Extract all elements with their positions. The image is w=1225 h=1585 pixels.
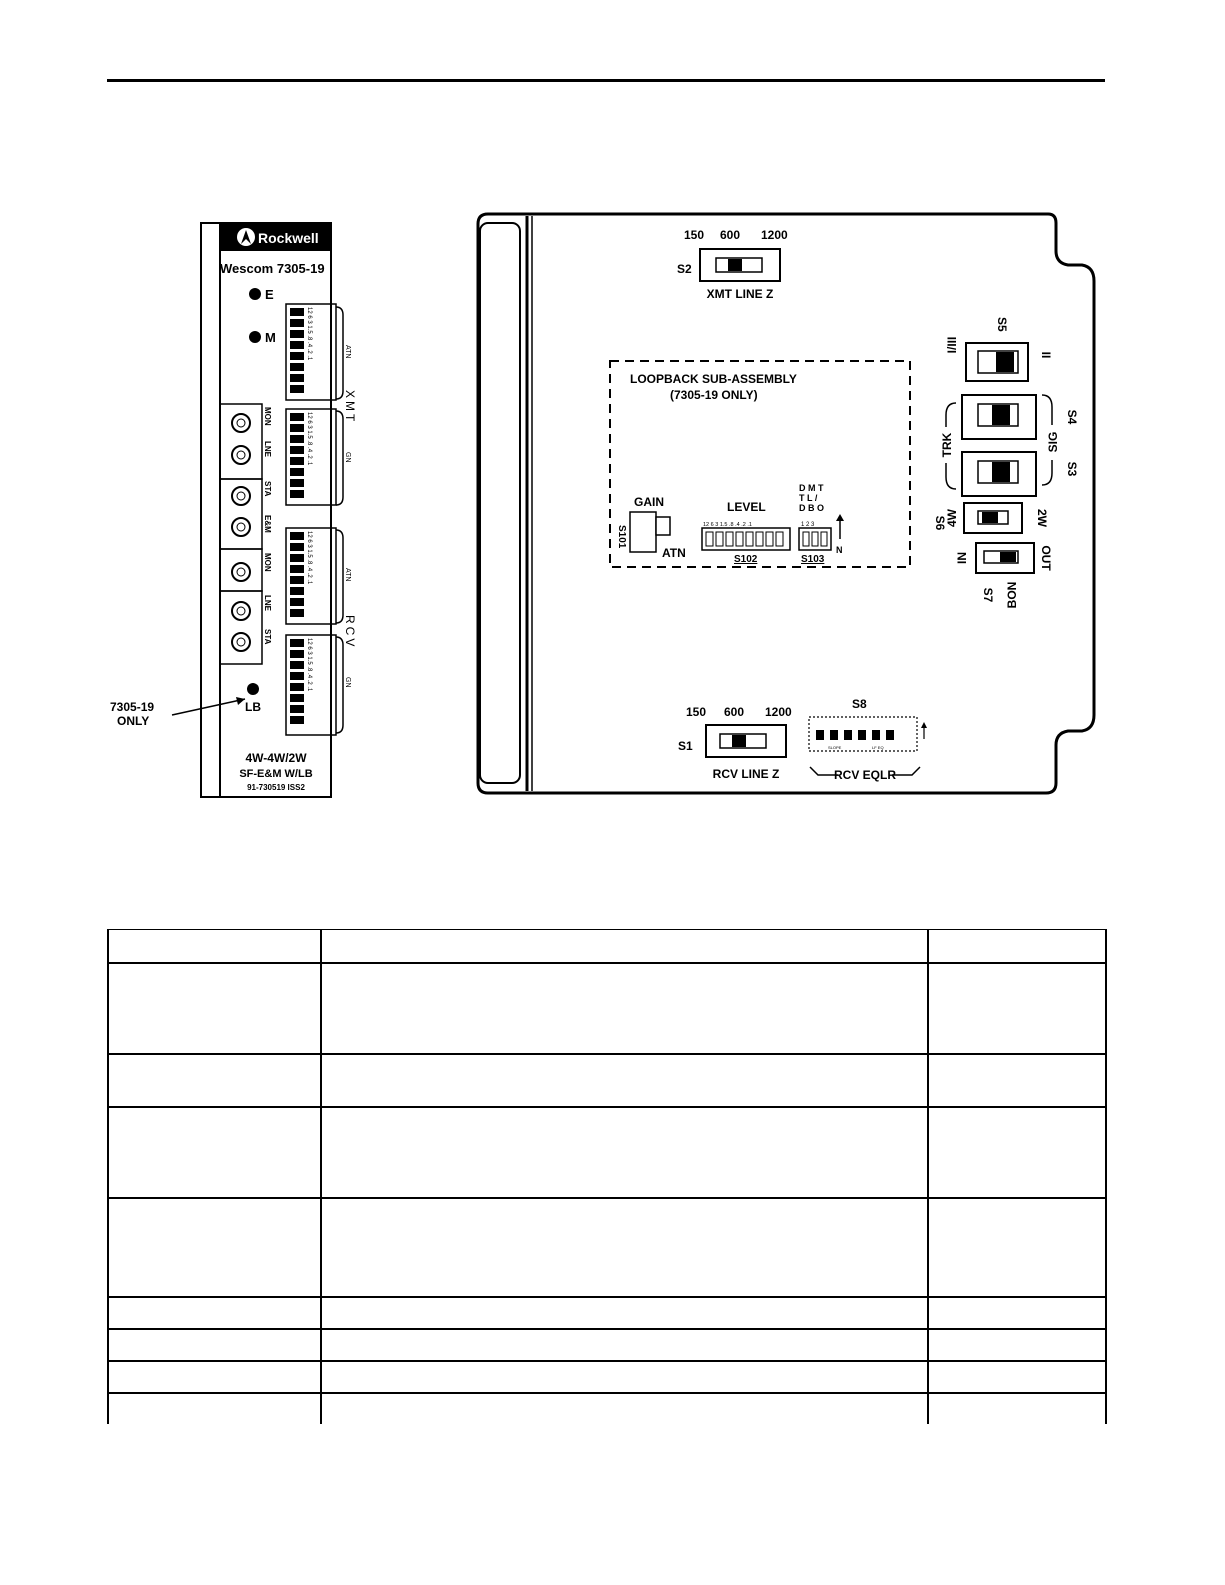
- rcv-atn-numbers: 12 6 3 1.5 .8 .4 .2 .1: [306, 531, 312, 585]
- jack-xmt-line[interactable]: [232, 446, 250, 464]
- table-row: [108, 963, 1106, 1054]
- s7-right: OUT: [1039, 545, 1053, 571]
- s2-caption: XMT LINE Z: [706, 287, 774, 301]
- jack-rcv-sta[interactable]: [232, 633, 250, 651]
- s102-label: S102: [734, 554, 758, 565]
- s8-label: S8: [852, 697, 867, 711]
- faceplate-diagram: [100, 215, 370, 805]
- table-cell: [108, 930, 321, 963]
- jack-label-mon-1: MON: [263, 407, 272, 426]
- table-cell: [321, 1054, 928, 1107]
- s6-switch[interactable]: [964, 503, 1022, 533]
- s7-left: IN: [955, 552, 969, 564]
- table-cell: [108, 963, 321, 1054]
- table-cell: [321, 1198, 928, 1297]
- xmt-atn-label: ATN: [344, 345, 351, 359]
- s103-dip-switch[interactable]: [799, 528, 831, 550]
- s1-label: S1: [678, 739, 693, 753]
- s7-caption: BON: [1005, 581, 1019, 609]
- led-m-label: M: [265, 330, 276, 345]
- lb-label: LB: [245, 700, 261, 714]
- table-cell: [321, 1107, 928, 1198]
- jack-em[interactable]: [232, 518, 250, 536]
- s102-numbers: 12 6 3 1.5 .8 .4 .2 .1: [703, 522, 752, 528]
- table-row: [108, 1107, 1106, 1198]
- table-cell: [321, 1393, 928, 1424]
- table-cell: [928, 1361, 1106, 1393]
- s3-label: S3: [1065, 461, 1079, 477]
- rcv-gn-numbers: 12 6 3 1.5 .8 .4 .2 .1: [306, 638, 312, 692]
- s1-value-1200: 1200: [765, 705, 792, 719]
- table-cell: [928, 1198, 1106, 1297]
- table-cell: [108, 1393, 321, 1424]
- callout-line-1: 7305-19: [110, 700, 155, 714]
- jack-xmt-mon[interactable]: [232, 414, 250, 432]
- s2-label: S2: [677, 262, 692, 276]
- table-cell: [928, 1393, 1106, 1424]
- trk-label: TRK: [940, 432, 954, 458]
- s2-value-150: 150: [684, 228, 705, 242]
- table-cell: [321, 1361, 928, 1393]
- table-cell: [321, 1297, 928, 1329]
- model-label: Wescom 7305-19: [220, 261, 325, 276]
- table-cell: [108, 1054, 321, 1107]
- table-row: [108, 1329, 1106, 1361]
- s1-caption: RCV LINE Z: [712, 767, 780, 781]
- callout-line-2: ONLY: [117, 714, 150, 728]
- s103-numbers: 1 2 3: [801, 522, 815, 528]
- on-label: N: [836, 545, 843, 555]
- s5-switch[interactable]: [966, 343, 1028, 381]
- s5-label: S5: [995, 317, 1009, 332]
- led-m: [249, 331, 261, 343]
- table-cell: [321, 963, 928, 1054]
- led-e-label: E: [265, 287, 274, 302]
- table-cell: [928, 930, 1106, 963]
- jack-label-sta-2: STA: [263, 629, 272, 645]
- table-cell: [321, 1329, 928, 1361]
- jack-rcv-line[interactable]: [232, 602, 250, 620]
- s4-label: S4: [1065, 409, 1079, 425]
- gain-label: GAIN: [634, 495, 664, 509]
- table-cell: [108, 1198, 321, 1297]
- table-cell: [108, 1329, 321, 1361]
- table-row: [108, 1393, 1106, 1424]
- s103-bot: D B O: [799, 503, 825, 513]
- table-row: [108, 1198, 1106, 1297]
- footer-line-3: 91-730519 ISS2: [247, 783, 305, 792]
- board-diagram: [470, 205, 1110, 805]
- s4-switch[interactable]: [962, 395, 1036, 439]
- level-label: LEVEL: [727, 500, 766, 514]
- atn-label: ATN: [662, 546, 686, 560]
- jack-xmt-sta[interactable]: [232, 487, 250, 505]
- top-rule: [107, 79, 1105, 82]
- table-row: [108, 1297, 1106, 1329]
- s8-lfeq-label: LF EQ: [872, 745, 884, 750]
- brand-name: Rockwell: [258, 230, 319, 246]
- jack-label-line-1: LNE: [263, 441, 272, 457]
- table-row: [108, 1361, 1106, 1393]
- table-cell: [928, 1297, 1106, 1329]
- xmt-gn-label: GN: [344, 452, 351, 463]
- s5-right: II: [1039, 351, 1053, 359]
- s102-dip-switch[interactable]: [702, 528, 790, 550]
- s1-switch[interactable]: [706, 725, 786, 757]
- footer-line-1: 4W-4W/2W: [245, 751, 307, 765]
- sig-label: SIG: [1046, 431, 1060, 453]
- xmt-atn-numbers: 12 6 3 1.5 .8 .4 .2 .1: [306, 307, 312, 361]
- led-e: [249, 288, 261, 300]
- s6-left: 4W: [945, 509, 959, 527]
- rcv-label: RCV: [343, 615, 357, 650]
- s6-right: 2W: [1035, 509, 1049, 527]
- table-cell: [928, 1054, 1106, 1107]
- s1-value-150: 150: [686, 705, 707, 719]
- s103-top: D M T: [799, 483, 824, 493]
- table-cell: [108, 1361, 321, 1393]
- xmt-gn-numbers: 12 6 3 1.5 .8 .4 .2 .1: [306, 412, 312, 466]
- s1-value-600: 600: [724, 705, 745, 719]
- s2-value-1200: 1200: [761, 228, 788, 242]
- table-cell: [321, 930, 928, 963]
- s101-label: S101: [616, 525, 627, 549]
- loopback-subtitle: (7305-19 ONLY): [670, 388, 758, 402]
- table-cell: [928, 963, 1106, 1054]
- rcv-gn-label: GN: [344, 677, 351, 688]
- table-header-row: [108, 930, 1106, 963]
- rockwell-logo-icon: [237, 228, 255, 246]
- table-cell: [928, 1329, 1106, 1361]
- rcv-atn-label: ATN: [344, 568, 351, 582]
- jack-label-sta-1: STA: [263, 481, 272, 497]
- jack-label-line-2: LNE: [263, 595, 272, 611]
- jack-label-mon-2: MON: [263, 553, 272, 572]
- table-cell: [108, 1107, 321, 1198]
- xmt-label: XMT: [343, 390, 357, 425]
- s7-switch[interactable]: [976, 543, 1034, 573]
- s8-caption: RCV EQLR: [833, 768, 897, 782]
- loopback-title: LOOPBACK SUB-ASSEMBLY: [630, 372, 797, 386]
- s8-slope-label: SLOPE: [828, 745, 842, 750]
- jack-rcv-mon[interactable]: [232, 563, 250, 581]
- s7-label: S7: [981, 587, 995, 603]
- led-lb: [247, 683, 259, 695]
- s5-left: I/III: [945, 336, 959, 354]
- s103-label: S103: [801, 554, 825, 565]
- s3-switch[interactable]: [962, 452, 1036, 496]
- jack-label-em: E&M: [263, 515, 272, 533]
- table-row: [108, 1054, 1106, 1107]
- s103-mid: T L /: [799, 493, 818, 503]
- s2-value-600: 600: [720, 228, 741, 242]
- s6-label: S6: [933, 515, 947, 531]
- s2-switch[interactable]: [700, 249, 780, 281]
- table-cell: [108, 1297, 321, 1329]
- footer-line-2: SF-E&M W/LB: [239, 768, 313, 780]
- settings-table: [107, 929, 1107, 1424]
- table-cell: [928, 1107, 1106, 1198]
